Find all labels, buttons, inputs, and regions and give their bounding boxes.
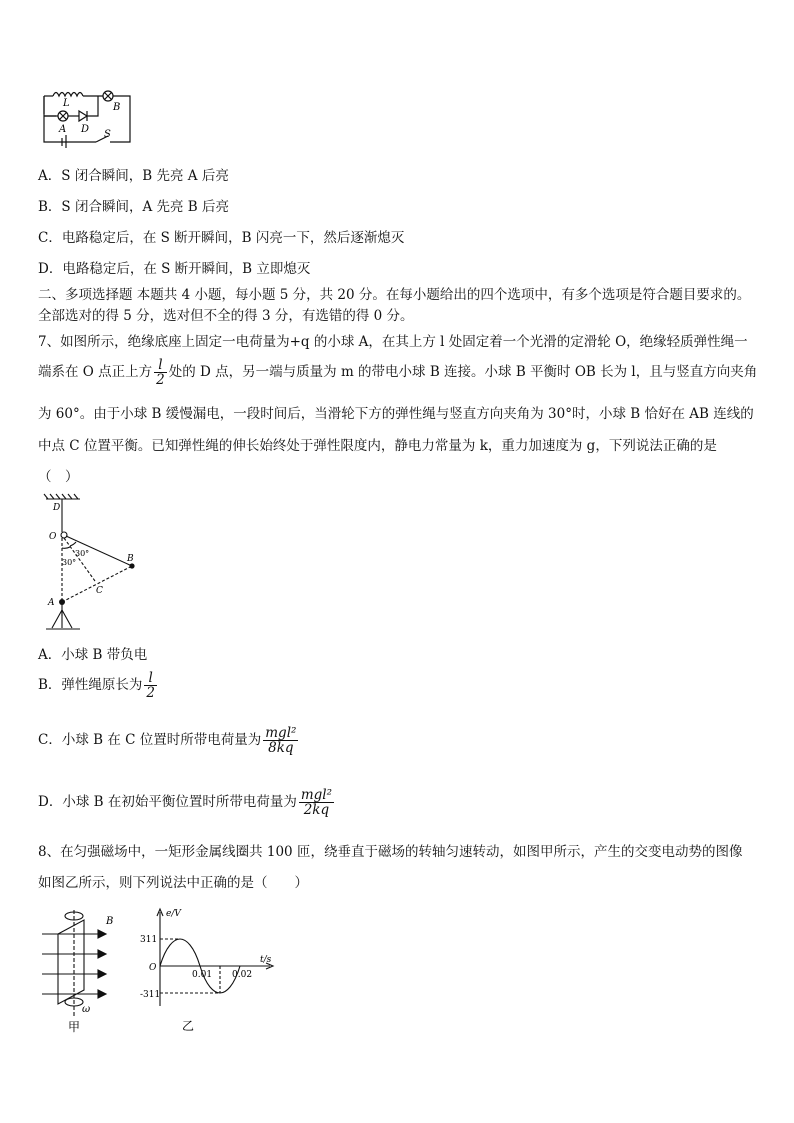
q7-fraction-den: 2 — [156, 372, 165, 388]
circuit-diagram — [38, 84, 138, 148]
fig-label-D: D — [53, 503, 61, 513]
fig-yi-origin: O — [149, 963, 157, 973]
q7-option-c-num: mgl² — [265, 725, 297, 741]
q7-option-b — [38, 671, 159, 700]
fig-angle-1: 30° — [75, 549, 90, 558]
q7-option-d-fraction — [299, 788, 334, 817]
q7-option-b-fraction — [144, 671, 157, 700]
fig-yi-ylabel: e/V — [166, 909, 181, 919]
q7-option-d-num: mgl² — [300, 787, 333, 803]
fig-yi-xlabel: t/s — [260, 955, 272, 965]
q7-option-c-fraction — [263, 726, 298, 755]
pulley-diagram — [38, 492, 148, 634]
coil-diagram — [38, 906, 128, 1036]
emf-graph — [140, 906, 280, 1034]
fig-jia-B: B — [106, 916, 114, 927]
q7-option-d-text: D．小球 B 在初始平衡位置时所带电荷量为 — [38, 794, 297, 810]
q8-stem-line2: 如图乙所示，则下列说法中正确的是（ ） — [38, 875, 308, 891]
q7-fraction-num: l — [154, 358, 167, 373]
fig-label-O: O — [49, 532, 57, 542]
q7-stem-line4: 中点 C 位置平衡。已知弹性绳的伸长始终处于弹性限度内，静电力常量为 k，重力加速度为 g，下列说法正确的是 — [38, 438, 717, 454]
q7-fraction — [154, 358, 167, 387]
q7-stem-line1: 7、如图所示，绝缘底座上固定一电荷量为+q 的小球 A，在其上方 l 处固定着一个光滑的定滑轮 O，绝缘轻质弹性绳一 — [38, 334, 748, 350]
fig-label-C: C — [96, 586, 103, 596]
fig-yi-caption: 乙 — [182, 1019, 195, 1033]
fig-yi-ymax: 311 — [140, 935, 158, 945]
label-L: L — [63, 98, 70, 109]
fig-label-A: A — [48, 598, 55, 608]
q6-option-b: B．S 闭合瞬间，A 先亮 B 后亮 — [38, 199, 230, 215]
fig-jia-caption: 甲 — [68, 1020, 81, 1034]
section-header-line1: 二、多项选择题 本题共 4 小题，每小题 5 分，共 20 分。在每小题给出的四个选项中，有多个选项是符合题目要求的。 — [38, 287, 751, 303]
q8-stem-line1: 8、在匀强磁场中，一矩形金属线圈共 100 匝，绕垂直于磁场的转轴匀速转动，如图甲所示，产生的交变电动势的图像 — [38, 844, 743, 860]
fig-angle-2: 30° — [62, 558, 77, 567]
q6-option-c: C．电路稳定后，在 S 断开瞬间，B 闪亮一下，然后逐渐熄灭 — [38, 230, 405, 246]
section-header-line2: 全部选对的得 5 分，选对但不全的得 3 分，有选错的得 0 分。 — [38, 308, 414, 324]
fig-yi-ymin: -311 — [140, 990, 161, 1000]
label-S: S — [104, 129, 111, 140]
q6-option-d: D．电路稳定后，在 S 断开瞬间，B 立即熄灭 — [38, 261, 311, 277]
q7-option-c — [38, 726, 300, 755]
q7-option-b-den: 2 — [146, 685, 156, 701]
label-A: A — [59, 124, 67, 135]
q7-stem-line2 — [38, 358, 757, 387]
q7-option-b-num: l — [144, 671, 157, 686]
fig-yi-t1: 0.01 — [192, 970, 213, 980]
q7-stem-line2a: 端系在 O 点正上方 — [38, 364, 153, 380]
fig-yi-t2: 0.02 — [232, 970, 253, 980]
q7-option-c-den: 8kq — [268, 740, 294, 756]
q7-option-d — [38, 788, 336, 817]
q7-stem-line2b: 处的 D 点，另一端与质量为 m 的带电小球 B 连接。小球 B 平衡时 OB 长为 l，且与竖直方向夹角 — [168, 364, 758, 380]
q7-stem-line3: 为 60°。由于小球 B 缓慢漏电，一段时间后，当滑轮下方的弹性绳与竖直方向夹角为 30°时，小球 B 恰好在 AB 连线的 — [38, 406, 754, 422]
q6-option-a: A．S 闭合瞬间，B 先亮 A 后亮 — [38, 168, 229, 184]
q7-option-b-text: B．弹性绳原长为 — [38, 677, 143, 693]
q7-option-a: A．小球 B 带负电 — [38, 647, 148, 663]
fig-label-B: B — [127, 554, 134, 564]
q7-option-d-den: 2kq — [303, 802, 330, 818]
fig-jia-omega: ω — [82, 1004, 91, 1015]
q7-stem-line5: （ ） — [38, 469, 79, 485]
q7-option-c-text: C．小球 B 在 C 位置时所带电荷量为 — [38, 732, 262, 748]
label-B: B — [113, 102, 121, 113]
label-D: D — [81, 124, 90, 135]
